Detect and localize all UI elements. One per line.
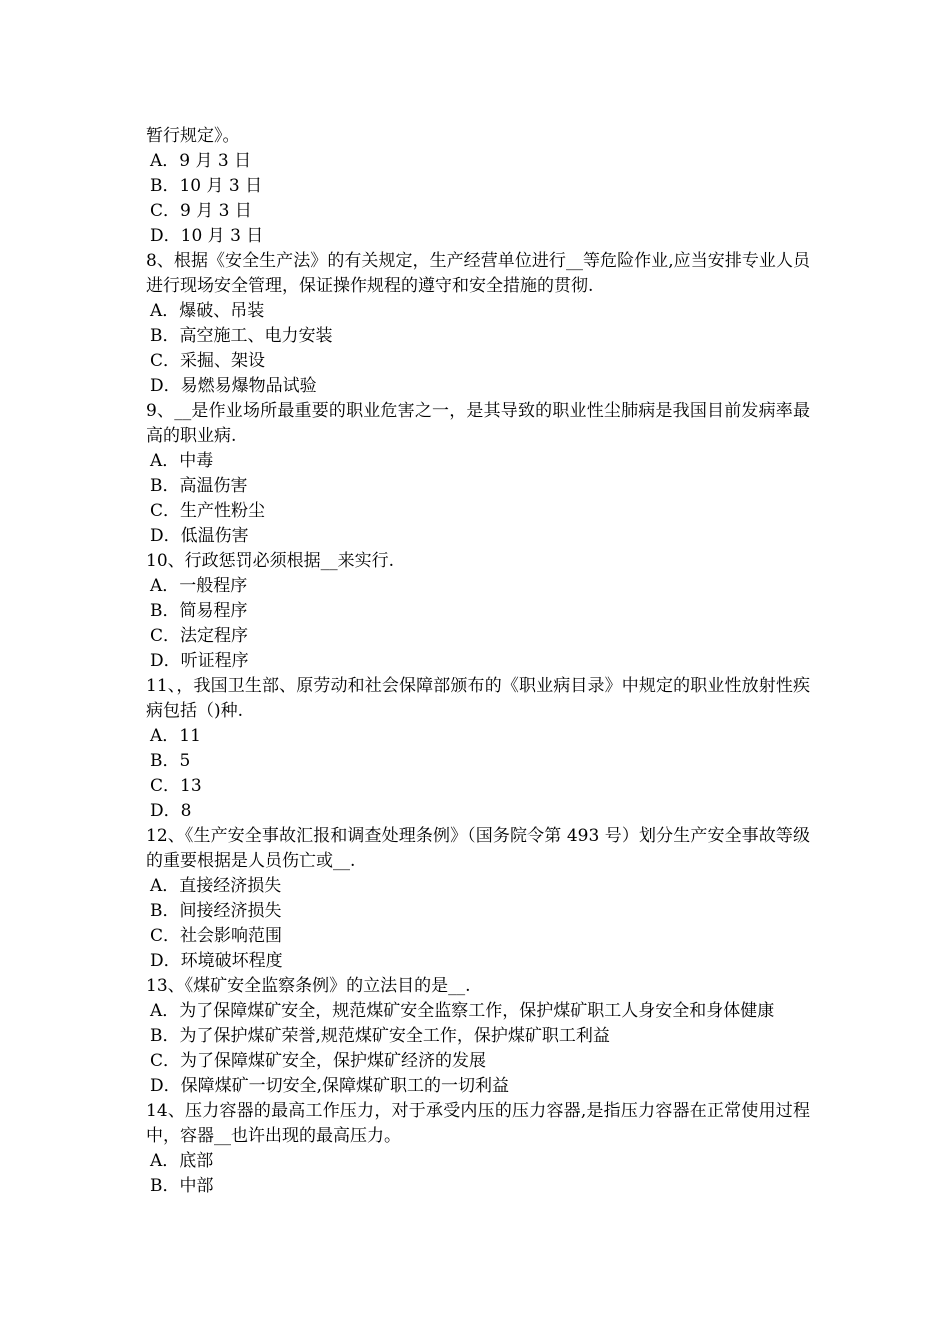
option-d: D．8 (150, 801, 192, 821)
question-10 (146, 549, 810, 674)
intro-option-d: D．10 月 3 日 (150, 226, 264, 246)
question-text: 12、《生产安全事故汇报和调查处理条例》（国务院令第 493 号）划分生产安全事故等级的重要根据是人员伤亡或__. (146, 826, 810, 871)
option-d: D．听证程序 (150, 651, 249, 671)
option-d: D．保障煤矿一切安全,保障煤矿职工的一切利益 (150, 1076, 510, 1096)
question-9 (146, 399, 810, 549)
option-c: C．为了保障煤矿安全，保护煤矿经济的发展 (150, 1051, 487, 1071)
intro-option-a: A．9 月 3 日 (150, 151, 252, 171)
option-b: B．中部 (150, 1176, 214, 1196)
question-12 (146, 824, 810, 974)
question-14 (146, 1099, 810, 1199)
option-a: A．直接经济损失 (150, 876, 282, 896)
option-c: C．法定程序 (150, 626, 249, 646)
option-a: A．11 (150, 726, 201, 746)
question-text: 8、根据《安全生产法》的有关规定，生产经营单位进行__等危险作业,应当安排专业人员进行现场安全管理，保证操作规程的遵守和安全措施的贯彻. (146, 251, 810, 296)
option-c: C．社会影响范围 (150, 926, 283, 946)
option-d: D．易燃易爆物品试验 (150, 376, 317, 396)
option-a: A．中毒 (150, 451, 214, 471)
intro-option-c: C．9 月 3 日 (150, 201, 252, 221)
option-a: A．爆破、吊装 (150, 301, 265, 321)
option-c: C．采掘、架设 (150, 351, 266, 371)
document-page (146, 124, 810, 1199)
option-c: C．13 (150, 776, 202, 796)
option-b: B．5 (150, 751, 191, 771)
option-b: B．高温伤害 (150, 476, 248, 496)
question-11 (146, 674, 810, 824)
option-b: B．为了保护煤矿荣誉,规范煤矿安全工作，保护煤矿职工利益 (150, 1026, 610, 1046)
option-a: A．为了保障煤矿安全，规范煤矿安全监察工作，保护煤矿职工人身安全和身体健康 (150, 1001, 775, 1021)
intro-text-tail: 暂行规定》。 (146, 126, 240, 146)
question-text: 11、，我国卫生部、原劳动和社会保障部颁布的《职业病目录》中规定的职业性放射性疾病包括（)种. (146, 676, 810, 721)
question-text: 14、压力容器的最高工作压力，对于承受内压的压力容器,是指压力容器在正常使用过程中，容器__也许出现的最高压力。 (146, 1101, 810, 1146)
option-b: B．简易程序 (150, 601, 248, 621)
question-13 (146, 974, 810, 1099)
question-text: 10、行政惩罚必须根据__来实行. (146, 551, 395, 571)
question-8 (146, 249, 810, 399)
option-a: A．一般程序 (150, 576, 248, 596)
option-a: A．底部 (150, 1151, 214, 1171)
intro-option-b: B．10 月 3 日 (150, 176, 263, 196)
option-d: D．环境破坏程度 (150, 951, 283, 971)
question-text: 9、__是作业场所最重要的职业危害之一，是其导致的职业性尘肺病是我国目前发病率最高的职业病. (146, 401, 810, 446)
option-b: B．间接经济损失 (150, 901, 282, 921)
option-b: B．高空施工、电力安装 (150, 326, 333, 346)
option-c: C．生产性粉尘 (150, 501, 266, 521)
option-d: D．低温伤害 (150, 526, 249, 546)
question-text: 13、《煤矿安全监察条例》的立法目的是__. (146, 976, 471, 996)
